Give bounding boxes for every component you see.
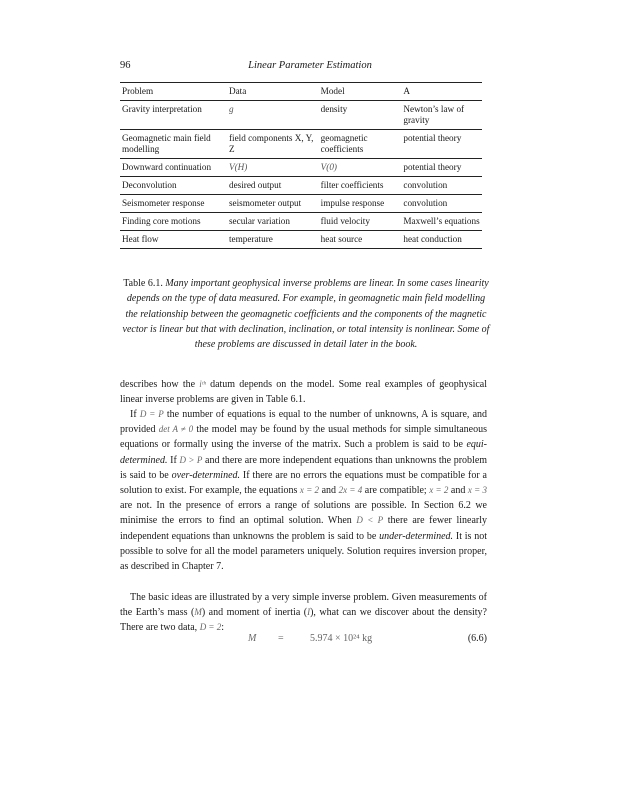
table-header-row: [120, 83, 482, 101]
math-inline: iᵗʰ: [199, 379, 206, 389]
running-title: Linear Parameter Estimation: [248, 60, 372, 71]
table-row: [120, 213, 482, 231]
table-cell: V(0): [320, 162, 337, 172]
table-cell: heat conduction: [403, 234, 462, 244]
math-inline: M: [194, 607, 202, 618]
equation-relation: =: [278, 633, 284, 644]
column-header-a: A: [403, 86, 411, 96]
table-row: [120, 130, 482, 159]
text: the number of equations is equal to the number of unknowns, A is square, and provided: [120, 409, 488, 436]
text: If there are no errors the equations must be compatible for a solution to exist. For example, the equations: [120, 469, 487, 497]
table-cell: desired output: [228, 180, 282, 190]
text: and there are more independent equations than unknowns the problem is said to be: [120, 454, 488, 481]
table-cell: Finding core motions: [122, 216, 201, 226]
column-header-model: Model: [320, 86, 345, 96]
equation-rhs: 5.974 × 10²⁴ kg: [310, 633, 373, 644]
page-number: 96: [120, 60, 131, 71]
term-over-determined: over-determined.: [171, 469, 241, 481]
table-cell: convolution: [403, 180, 448, 190]
term-equi-determined: equi-determined.: [120, 439, 487, 466]
text: there are fewer linearly independent equations than unknowns the problem is said to be: [120, 515, 488, 542]
equation-6-6: [120, 633, 487, 649]
table-cell: Maxwell’s equations: [403, 216, 480, 226]
math-inline: x = 2: [429, 485, 449, 496]
text: The basic ideas are illustrated by a very simple inverse problem. Given measurements of the Earth’s mass (: [120, 592, 487, 619]
math-inline: D < P: [356, 515, 384, 526]
table-cell: Deconvolution: [122, 180, 177, 190]
table-cell: Downward continuation: [122, 162, 212, 172]
paragraph-3: [120, 590, 487, 636]
text: are not. In the presence of errors a range of solutions are possible. In Section 6.2 we minimise the errors to find an optimal solution. When: [120, 500, 487, 527]
term-under-determined: under-determined.: [379, 530, 454, 542]
text: ), what can we discover about the density? There are two data,: [120, 607, 487, 634]
table-cell: potential theory: [403, 162, 462, 172]
text: It is not possible to solve for all the model parameters uniquely. Solution requires inversion proper, as described in Chapter 7.: [120, 530, 488, 573]
text: datum depends on the model. Some real examples of geophysical linear inverse problems are given in Table 6.1.: [120, 379, 488, 406]
table-cell: V(H): [228, 162, 248, 172]
table-cell: seismometer output: [228, 198, 302, 208]
table-cell: convolution: [403, 198, 448, 208]
text: :: [221, 622, 225, 634]
table-cell: impulse response: [320, 198, 385, 208]
table-cell: g: [228, 104, 234, 114]
table-cell: Heat flow: [122, 234, 159, 244]
table-row: [120, 101, 482, 130]
math-inline: D = 2: [199, 622, 222, 633]
table-cell: secular variation: [228, 216, 290, 226]
text: are compatible;: [364, 485, 427, 497]
running-head: [120, 60, 500, 76]
table-cell: Gravity interpretation: [122, 104, 202, 114]
text: and: [450, 485, 466, 497]
text: describes how the: [120, 379, 196, 390]
table-cell: temperature: [228, 234, 273, 244]
math-inline: x = 2: [299, 485, 320, 496]
column-header-data: Data: [228, 86, 247, 96]
text: the model may be found by the usual methods for simple simultaneous equations or formally using the inverse of the matrix. Such a problem is said to be: [120, 424, 488, 451]
caption-label: Table 6.1.: [123, 278, 163, 289]
table-cell: field components X, Y, Z: [228, 133, 314, 154]
table-cell: filter coefficients: [320, 180, 384, 190]
caption-text: Many important geophysical inverse problems are linear. In some cases linearity depends on the type of data measured. For example, in geomagnetic main field modelling the relationship between the geomagnetic coefficients and the components of the magnetic vector is linear but that with declination, inclination, or total intensity is nonlinear. Some of these problems are discussed in detail later in the book.: [122, 278, 490, 351]
table-row: [120, 195, 482, 213]
paragraph-2: [120, 407, 487, 574]
table-cell: density: [320, 104, 348, 114]
math-inline: D = P: [139, 409, 164, 419]
text: If: [170, 454, 177, 466]
equation-lhs: M: [248, 633, 257, 644]
table-cell: fluid velocity: [320, 216, 370, 226]
table-row: [120, 231, 482, 249]
math-inline: x = 3: [467, 485, 488, 496]
math-inline: I: [307, 607, 311, 618]
paragraph-1: [120, 377, 487, 407]
table-cell: Newton’s law of gravity: [403, 104, 465, 125]
table-cell: geomagnetic coefficients: [320, 133, 368, 154]
text: and: [321, 485, 337, 497]
table-cell: Seismometer response: [122, 198, 205, 208]
text: ) and moment of inertia (: [201, 607, 308, 619]
text: If: [130, 409, 137, 420]
equation-number: (6.6): [467, 633, 487, 644]
problems-table: [120, 82, 482, 249]
math-inline: D > P: [179, 454, 203, 465]
table-row: [120, 159, 482, 177]
table-cell: potential theory: [403, 133, 462, 143]
table-cell: Geomagnetic main field modelling: [122, 133, 211, 154]
table-cell: heat source: [320, 234, 363, 244]
table-row: [120, 177, 482, 195]
column-header-problem: Problem: [122, 86, 154, 96]
math-inline: 2x = 4: [338, 485, 363, 496]
table-caption: [120, 276, 492, 352]
math-inline: det A ≠ 0: [158, 424, 194, 435]
